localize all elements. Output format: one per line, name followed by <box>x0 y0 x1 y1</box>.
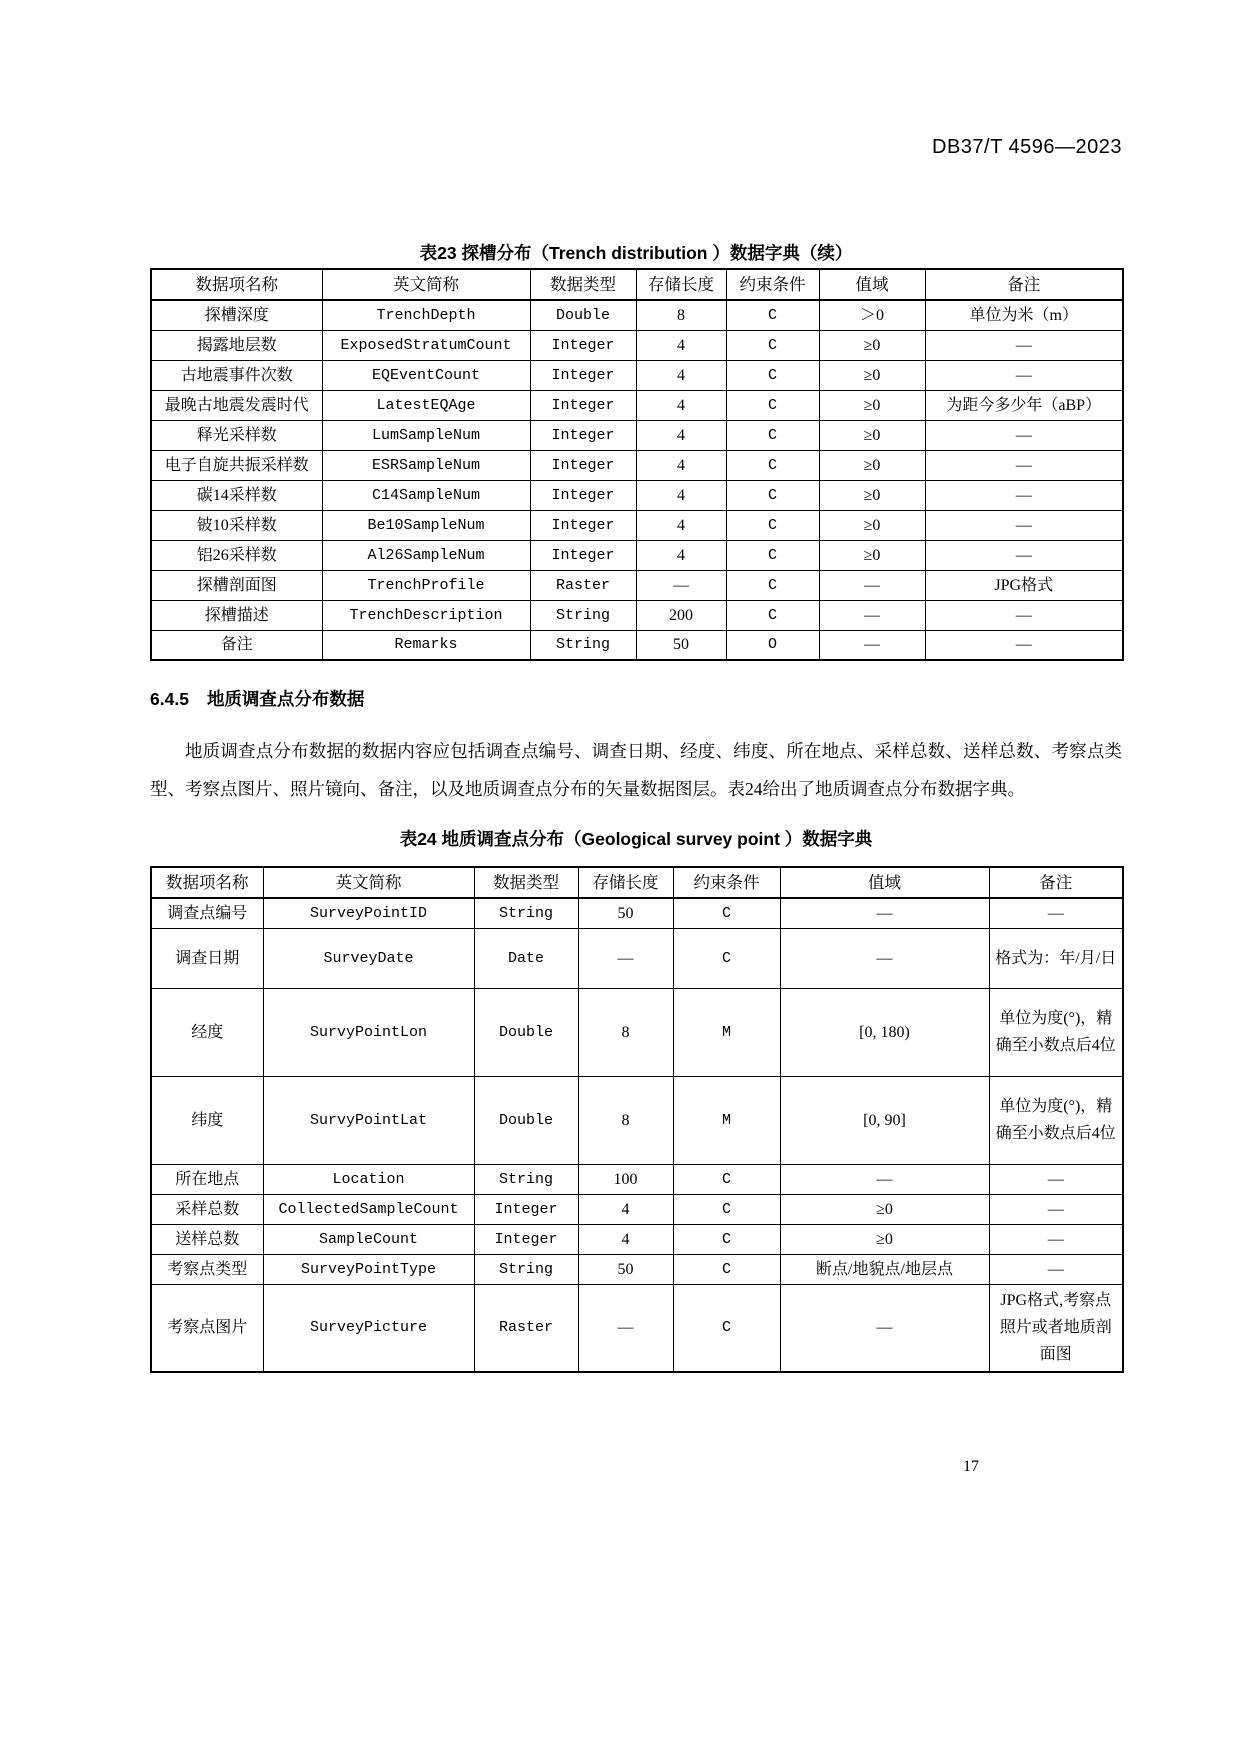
table-cell: Integer <box>530 330 636 360</box>
table-cell: 送样总数 <box>151 1224 263 1254</box>
table-cell: C <box>726 450 819 480</box>
table-cell: ≥0 <box>819 480 925 510</box>
table-cell: [0, 90] <box>780 1076 989 1164</box>
table-cell: SurvyPointLat <box>263 1076 474 1164</box>
table-cell: — <box>578 1284 673 1372</box>
table-cell: Integer <box>530 540 636 570</box>
table24-geological-survey-point <box>150 866 1124 1373</box>
table-cell: 探槽描述 <box>151 600 322 630</box>
table-row <box>151 420 1123 450</box>
table-cell: ESRSampleNum <box>322 450 530 480</box>
table-row <box>151 928 1123 988</box>
table-cell: ≥0 <box>819 420 925 450</box>
table-cell: C <box>726 330 819 360</box>
table-cell: Remarks <box>322 630 530 660</box>
table-cell: O <box>726 630 819 660</box>
table-cell: 经度 <box>151 988 263 1076</box>
table-cell: 200 <box>636 600 726 630</box>
table-cell: String <box>474 1254 578 1284</box>
table-cell: M <box>673 1076 780 1164</box>
table-cell: 4 <box>636 420 726 450</box>
table-cell: Al26SampleNum <box>322 540 530 570</box>
table-cell: — <box>780 1164 989 1194</box>
table-cell: TrenchProfile <box>322 570 530 600</box>
table-cell: — <box>578 928 673 988</box>
table-cell: SurveyPointID <box>263 898 474 928</box>
table-cell: C <box>726 390 819 420</box>
table-cell: ≥0 <box>780 1194 989 1224</box>
table-row <box>151 1164 1123 1194</box>
table-header-row <box>151 867 1123 898</box>
table-cell: Double <box>530 300 636 330</box>
page-number: 17 <box>963 1458 979 1475</box>
table-cell: SampleCount <box>263 1224 474 1254</box>
table-cell: M <box>673 988 780 1076</box>
table-cell: 铍10采样数 <box>151 510 322 540</box>
column-header: 存储长度 <box>578 867 673 898</box>
table-cell: 单位为米（m） <box>925 300 1123 330</box>
table-cell: TrenchDescription <box>322 600 530 630</box>
table-cell: Integer <box>530 390 636 420</box>
body-paragraph: 地质调查点分布数据的数据内容应包括调查点编号、调查日期、经度、纬度、所在地点、采样总数、送样总数、考察点类型、考察点图片、照片镜向、备注，以及地质调查点分布的矢量数据图层。表24给出了地质调查点分布数据字典。 <box>150 740 1122 799</box>
table-cell: — <box>925 600 1123 630</box>
table-cell: SurveyDate <box>263 928 474 988</box>
table-cell: C <box>726 300 819 330</box>
table-cell: C <box>673 928 780 988</box>
table-cell: TrenchDepth <box>322 300 530 330</box>
table-cell: — <box>925 540 1123 570</box>
table-cell: 4 <box>636 360 726 390</box>
table-cell: Location <box>263 1164 474 1194</box>
table24-title: 表24 地质调查点分布（Geological survey point ）数据字典 <box>399 829 873 849</box>
table-cell: C <box>673 1254 780 1284</box>
table-cell: — <box>780 898 989 928</box>
table-cell: Double <box>474 1076 578 1164</box>
table-cell: 8 <box>636 300 726 330</box>
table-row <box>151 1284 1123 1372</box>
table-cell: 4 <box>636 450 726 480</box>
table-cell: Integer <box>530 360 636 390</box>
table-cell: — <box>989 1164 1123 1194</box>
section-number: 6.4.5 <box>150 689 189 709</box>
table-cell: 100 <box>578 1164 673 1194</box>
table-cell: LatestEQAge <box>322 390 530 420</box>
table-cell: Raster <box>530 570 636 600</box>
table-cell: String <box>530 600 636 630</box>
section-heading-645 <box>150 686 1122 711</box>
table-cell: 纬度 <box>151 1076 263 1164</box>
table-row <box>151 898 1123 928</box>
table-cell: ≥0 <box>819 450 925 480</box>
table-cell: Integer <box>530 450 636 480</box>
table-row <box>151 510 1123 540</box>
table-cell: — <box>989 1194 1123 1224</box>
table-cell: Raster <box>474 1284 578 1372</box>
table-cell: ≥0 <box>819 540 925 570</box>
table-cell: 释光采样数 <box>151 420 322 450</box>
table-cell: — <box>925 480 1123 510</box>
table-cell: JPG格式,考察点照片或者地质剖面图 <box>989 1284 1123 1372</box>
column-header: 英文简称 <box>322 269 530 300</box>
table23-title: 表23 探槽分布（Trench distribution ）数据字典（续） <box>419 243 853 263</box>
column-header: 约束条件 <box>726 269 819 300</box>
table-cell: Be10SampleNum <box>322 510 530 540</box>
table-cell: C <box>726 510 819 540</box>
column-header: 值域 <box>780 867 989 898</box>
table-cell: Integer <box>474 1194 578 1224</box>
table-cell: 8 <box>578 988 673 1076</box>
table-cell: 备注 <box>151 630 322 660</box>
table-cell: 50 <box>636 630 726 660</box>
column-header: 备注 <box>989 867 1123 898</box>
table-cell: 探槽剖面图 <box>151 570 322 600</box>
table-cell: String <box>474 1164 578 1194</box>
table-row <box>151 570 1123 600</box>
table-cell: C <box>673 1284 780 1372</box>
table-cell: 调查日期 <box>151 928 263 988</box>
table-cell: — <box>636 570 726 600</box>
table-cell: 4 <box>578 1224 673 1254</box>
table-cell: Integer <box>530 510 636 540</box>
table-cell: SurveyPointType <box>263 1254 474 1284</box>
table-cell: 采样总数 <box>151 1194 263 1224</box>
table-cell: Date <box>474 928 578 988</box>
table-cell: C <box>726 360 819 390</box>
table-cell: — <box>989 898 1123 928</box>
table-cell: — <box>925 450 1123 480</box>
table-cell: C <box>726 540 819 570</box>
table-row <box>151 480 1123 510</box>
column-header: 英文简称 <box>263 867 474 898</box>
table-row <box>151 300 1123 330</box>
column-header: 数据类型 <box>474 867 578 898</box>
table-cell: 所在地点 <box>151 1164 263 1194</box>
table-cell: Double <box>474 988 578 1076</box>
table-cell: C <box>726 480 819 510</box>
table23-trench-distribution <box>150 268 1124 661</box>
table-cell: — <box>925 630 1123 660</box>
column-header: 数据类型 <box>530 269 636 300</box>
table-cell: — <box>780 1284 989 1372</box>
column-header: 存储长度 <box>636 269 726 300</box>
doc-number: DB37/T 4596—2023 <box>932 136 1122 158</box>
table-cell: ≥0 <box>780 1224 989 1254</box>
column-header: 值域 <box>819 269 925 300</box>
table-cell: JPG格式 <box>925 570 1123 600</box>
table-row <box>151 630 1123 660</box>
table-cell: 4 <box>636 510 726 540</box>
table-cell: C <box>673 898 780 928</box>
table-cell: C <box>673 1224 780 1254</box>
table-cell: 4 <box>636 540 726 570</box>
table-cell: ＞0 <box>819 300 925 330</box>
table-cell: ≥0 <box>819 360 925 390</box>
table-cell: C <box>673 1194 780 1224</box>
table-row <box>151 330 1123 360</box>
table-cell: — <box>819 600 925 630</box>
table-cell: C <box>673 1164 780 1194</box>
column-header: 约束条件 <box>673 867 780 898</box>
table-row <box>151 1194 1123 1224</box>
table-cell: 铝26采样数 <box>151 540 322 570</box>
table-row <box>151 1224 1123 1254</box>
table-row <box>151 1076 1123 1164</box>
table-row <box>151 540 1123 570</box>
table-cell: — <box>925 420 1123 450</box>
table-cell: 考察点图片 <box>151 1284 263 1372</box>
table-cell: String <box>530 630 636 660</box>
table-cell: 50 <box>578 1254 673 1284</box>
table-cell: 碳14采样数 <box>151 480 322 510</box>
table-cell: — <box>780 928 989 988</box>
table-cell: 单位为度(°)，精确至小数点后4位 <box>989 1076 1123 1164</box>
table-cell: 断点/地貌点/地层点 <box>780 1254 989 1284</box>
table-cell: — <box>925 360 1123 390</box>
table-cell: 4 <box>636 330 726 360</box>
column-header: 数据项名称 <box>151 867 263 898</box>
table-cell: 单位为度(°)，精确至小数点后4位 <box>989 988 1123 1076</box>
table-cell: C <box>726 420 819 450</box>
table-cell: ExposedStratumCount <box>322 330 530 360</box>
table-row <box>151 360 1123 390</box>
table-cell: [0, 180) <box>780 988 989 1076</box>
table-cell: ≥0 <box>819 510 925 540</box>
table-header-row <box>151 269 1123 300</box>
table-cell: 揭露地层数 <box>151 330 322 360</box>
table-cell: 调查点编号 <box>151 898 263 928</box>
table-cell: 格式为：年/月/日 <box>989 928 1123 988</box>
table-cell: 4 <box>636 480 726 510</box>
table-cell: 电子自旋共振采样数 <box>151 450 322 480</box>
table-cell: 探槽深度 <box>151 300 322 330</box>
table-cell: String <box>474 898 578 928</box>
table-cell: — <box>989 1224 1123 1254</box>
table-cell: 50 <box>578 898 673 928</box>
table-cell: 最晚古地震发震时代 <box>151 390 322 420</box>
table-cell: ≥0 <box>819 390 925 420</box>
table-cell: 考察点类型 <box>151 1254 263 1284</box>
table-cell: C <box>726 570 819 600</box>
table-cell: C14SampleNum <box>322 480 530 510</box>
table-cell: 8 <box>578 1076 673 1164</box>
table-cell: 为距今多少年（aBP） <box>925 390 1123 420</box>
table-cell: Integer <box>474 1224 578 1254</box>
table-row <box>151 988 1123 1076</box>
column-header: 数据项名称 <box>151 269 322 300</box>
table-cell: — <box>819 570 925 600</box>
column-header: 备注 <box>925 269 1123 300</box>
table-cell: 古地震事件次数 <box>151 360 322 390</box>
table-row <box>151 1254 1123 1284</box>
table-cell: 4 <box>636 390 726 420</box>
table-cell: Integer <box>530 480 636 510</box>
table-cell: C <box>726 600 819 630</box>
table-row <box>151 450 1123 480</box>
table-cell: SurvyPointLon <box>263 988 474 1076</box>
table-cell: CollectedSampleCount <box>263 1194 474 1224</box>
table-cell: — <box>925 510 1123 540</box>
table-cell: Integer <box>530 420 636 450</box>
table-cell: EQEventCount <box>322 360 530 390</box>
table-row <box>151 600 1123 630</box>
section-title: 地质调查点分布数据 <box>206 689 365 709</box>
table-cell: SurveyPicture <box>263 1284 474 1372</box>
table-row <box>151 390 1123 420</box>
table-cell: — <box>989 1254 1123 1284</box>
table-cell: — <box>925 330 1123 360</box>
table-cell: 4 <box>578 1194 673 1224</box>
table-cell: ≥0 <box>819 330 925 360</box>
table-cell: LumSampleNum <box>322 420 530 450</box>
table-cell: — <box>819 630 925 660</box>
